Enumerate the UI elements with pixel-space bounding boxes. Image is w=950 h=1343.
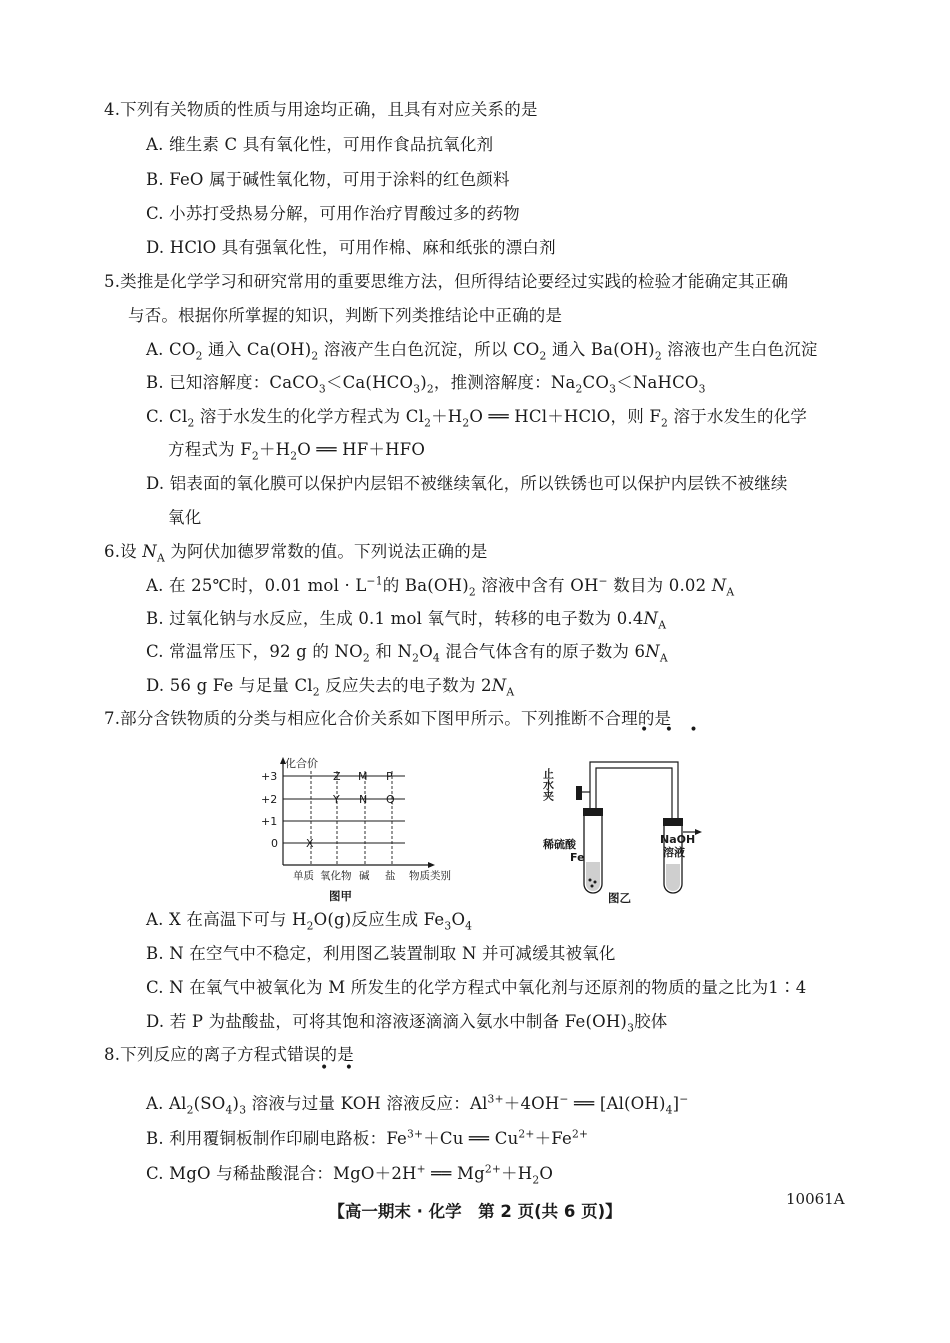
q6-option-b: B. 过氧化钠与水反应，生成 0.1 mol 氧气时，转移的电子数为 $0.4N_A$ [146, 609, 667, 632]
page-footer: 【高一期末 · 化学 第 2 页(共 6 页)】 [328, 1202, 622, 1221]
y-tick-zero: 0 [271, 837, 278, 850]
label-naoh-2: 溶液 [663, 846, 685, 859]
q4-option-c: C. 小苏打受热易分解，可用作治疗胃酸过多的药物 [146, 204, 520, 223]
q6-stem: 6.设 $N_A$ 为阿伏加德罗常数的值。下列说法正确的是 [104, 542, 488, 565]
q4-option-a: A. 维生素 C 具有氧化性，可用作食品抗氧化剂 [146, 135, 494, 154]
figure-jia-caption: 图甲 [329, 889, 352, 903]
label-naoh-1: NaOH [660, 833, 696, 846]
q5-option-c-cont: 方程式为 $F_2+H_2O$ ══ HF＋HFO [168, 440, 426, 463]
point-y: Y [333, 793, 340, 806]
x-label-salt: 盐 [385, 870, 396, 882]
x-label-oxide: 氧化物 [320, 870, 352, 882]
q5-option-b: B. 已知溶解度：$CaCO_3<Ca(HCO_3)_2$，推测溶解度：$Na_2CO_3<NaHCO_3$ [146, 373, 706, 396]
point-n: N [359, 793, 368, 806]
q4-option-d: D. HClO 具有强氧化性，可用作棉、麻和纸张的漂白剂 [146, 238, 556, 257]
q5-stem-line2: 与否。根据你所掌握的知识，判断下列类推结论中正确的是 [128, 306, 563, 325]
point-p: P [386, 770, 393, 783]
q6-option-a: A. 在 25℃时，0.01 mol · $L^{-1}$的 $Ba(OH)_2$ 溶液中含有 OH− 数目为 0.02 $N_A$ [146, 574, 735, 599]
q7-option-b: B. N 在空气中不稳定，利用图乙装置制取 N 并可减缓其被氧化 [146, 944, 616, 963]
figure-yi-apparatus [540, 752, 720, 907]
point-m: M [358, 770, 368, 783]
q7-option-c: C. N 在氧气中被氧化为 M 所发生的化学方程式中氧化剂与还原剂的物质的量之比为1∶4 [146, 978, 807, 997]
q8-stem: 8.下列反应的离子方程式错误的是 [104, 1045, 354, 1064]
exam-code: 10061A [786, 1190, 845, 1208]
q5-option-d: D. 铝表面的氧化膜可以保护内层铝不被继续氧化，所以铁锈也可以保护内层铁不被继续 [146, 474, 788, 493]
q5-stem-line1: 5.类推是化学学习和研究常用的重要思维方法，但所得结论要经过实践的检验才能确定其正确 [104, 272, 789, 291]
x-label-element: 单质 [293, 870, 314, 882]
q7-emphasis-dots: • • • [640, 722, 704, 738]
q7-option-a: A. X 在高温下可与 $H_2O(g)$反应生成 $Fe_3O_4$ [146, 910, 473, 933]
y-tick-plus1: +1 [261, 815, 278, 828]
q4-option-b: B. FeO 属于碱性氧化物，可用于涂料的红色颜料 [146, 170, 510, 189]
x-label-base: 碱 [359, 870, 370, 882]
q8-option-c: C. MgO 与稀盐酸混合：MgO＋2H+ ══ $Mg^{2+}+H_2O$ [146, 1162, 554, 1187]
label-acid: 稀硫酸 [543, 838, 576, 851]
q5-option-d-cont: 氧化 [168, 508, 202, 527]
point-q: Q [386, 793, 395, 806]
q8-option-a: A. $Al_2(SO_4)_3$ 溶液与过量 KOH 溶液反应：$Al^{3+}+4OH^-$ ══ $[Al(OH)_4]^-$ [146, 1092, 689, 1117]
q8-emphasis-dots: • • [320, 1060, 359, 1076]
point-z: Z [333, 770, 341, 783]
label-clamp-1: 止水夹 [541, 768, 555, 801]
q8-option-b: B. 利用覆铜板制作印刷电路板：$Fe^{3+}+Cu$ ══ $Cu^{2+}+Fe^{2+}$ [146, 1127, 589, 1148]
y-tick-plus3: +3 [261, 770, 278, 783]
y-tick-plus2: +2 [261, 793, 278, 806]
q5-option-a: A. $CO_2$ 通入 $Ca(OH)_2$ 溶液产生白色沉淀，所以 $CO_2$ 通入 $Ba(OH)_2$ 溶液也产生白色沉淀 [146, 340, 818, 363]
q6-option-d: D. 56 g Fe 与足量 $Cl_2$ 反应失去的电子数为 $2N_A$ [146, 676, 515, 699]
q7-stem: 7.部分含铁物质的分类与相应化合价关系如下图甲所示。下列推断不合理的是 [104, 709, 672, 728]
y-axis-title: 化合价 [285, 757, 318, 770]
x-axis-title: 物质类别 [409, 870, 451, 882]
figure-yi-caption: 图乙 [608, 891, 631, 905]
figure-jia-chart [255, 755, 475, 905]
q4-stem: 4.下列有关物质的性质与用途均正确，且具有对应关系的是 [104, 100, 538, 119]
q7-option-d: D. 若 P 为盐酸盐，可将其饱和溶液逐滴滴入氨水中制备 $Fe(OH)_3$胶体 [146, 1012, 668, 1035]
point-x: X [306, 837, 314, 850]
q6-option-c: C. 常温常压下，92 g 的 $NO_2$ 和 $N_2O_4$ 混合气体含有的原子数为 $6N_A$ [146, 642, 668, 665]
label-fe: Fe [570, 851, 585, 864]
q5-option-c: C. $Cl_2$ 溶于水发生的化学方程式为 $Cl_2+H_2O$ ══ HCl＋HClO，则 $F_2$ 溶于水发生的化学 [146, 407, 808, 430]
